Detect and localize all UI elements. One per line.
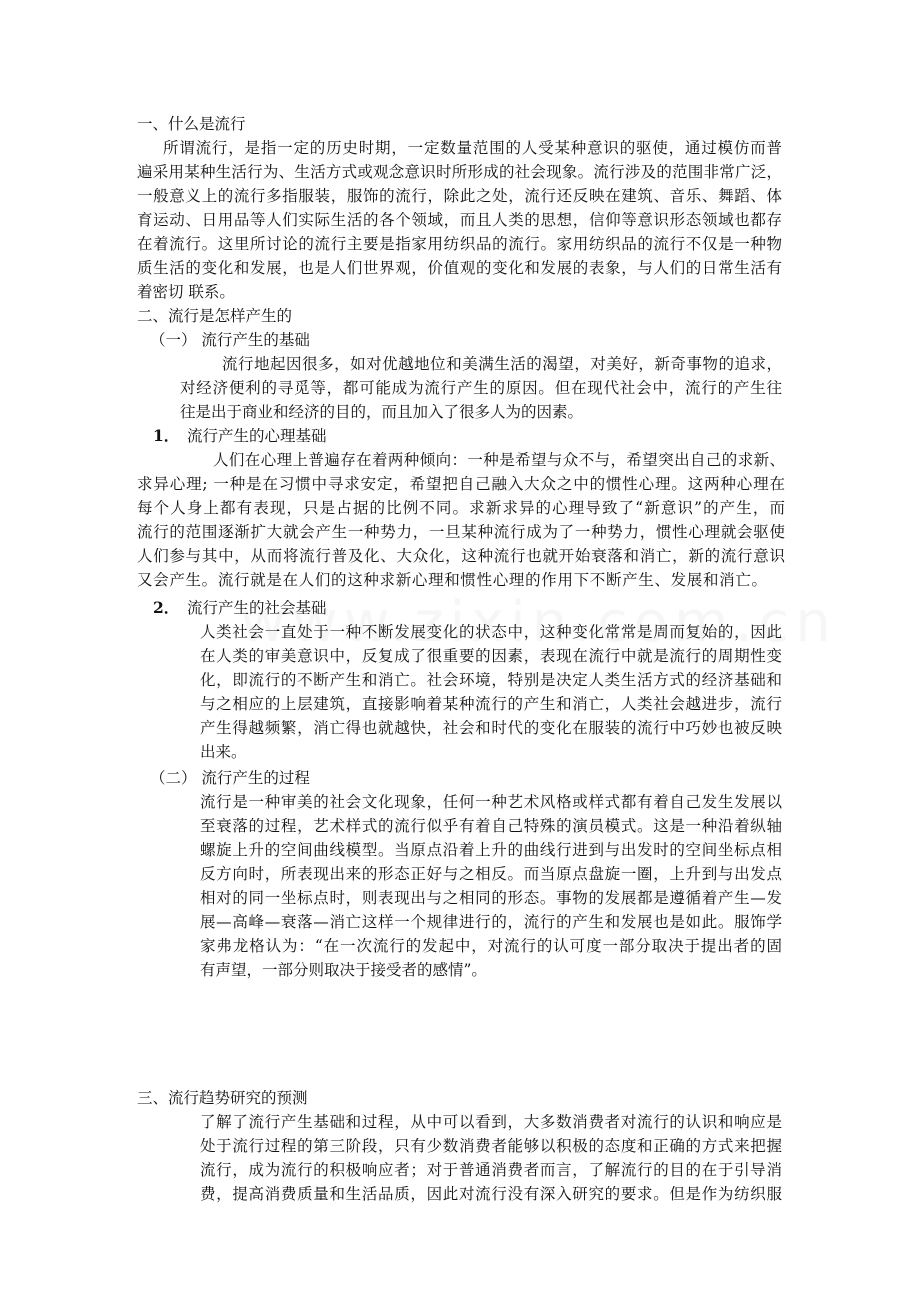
paragraph-line: 展—高峰—衰落—消亡这样一个规律进行的，流行的产生和发展也是如此。服饰学 [200,913,782,931]
section-heading-3: 三、流行趋势研究的预测 [137,1089,308,1107]
subsection-heading-1: （一） 流行产生的基础 [150,331,310,349]
paragraph-line: 产生得越频繁，消亡得也就越快，社会和时代的变化在服装的流行中巧妙也被反映 [200,719,782,737]
paragraph-line: 相对的同一坐标点时，则表现出与之相同的形态。事物的发展都是遵循着产生—发 [200,889,782,907]
paragraph-line: 往是出于商业和经济的目的，而且加入了很多人为的因素。 [180,403,584,421]
paragraph-line: 在着流行。这里所讨论的流行主要是指家用纺织品的流行。家用纺织品的流行不仅是一种物 [137,235,782,253]
paragraph-line: 对经济便利的寻觅等，都可能成为流行产生的原因。但在现代社会中，流行的产生往 [180,379,782,397]
paragraph-line: 流行，成为流行的积极响应者；对于普通消费者而言，了解流行的目的在于引导消 [200,1161,782,1179]
paragraph-line: 化，即流行的不断产生和消亡。社会环境，特别是决定人类生活方式的经济基础和 [200,671,782,689]
paragraph-line: 了解了流行产生基础和过程，从中可以看到，大多数消费者对流行的认识和响应是 [200,1113,782,1131]
paragraph-line: 育运动、日用品等人们实际生活的各个领域，而且人类的思想，信仰等意识形态领域也都存 [137,211,782,229]
paragraph-line: 着密切 联系。 [137,283,235,301]
paragraph-line: 人类社会一直处于一种不断发展变化的状态中，这种变化常常是周而复始的，因此 [200,623,782,641]
paragraph-line: 与之相应的上层建筑，直接影响着某种流行的产生和消亡，人类社会越进步，流行 [200,695,782,713]
paragraph-line: 人们参与其中，从而将流行普及化、大众化，这种流行也就开始衰落和消亡，新的流行意识 [137,547,785,565]
paragraph-line: 一般意义上的流行多指服装，服饰的流行，除此之处，流行还反映在建筑、音乐、舞蹈、体 [137,187,782,205]
paragraph-line: 遍采用某种生活行为、生活方式或观念意识时所形成的社会现象。流行涉及的范围非常广泛， [137,163,782,181]
paragraph-line: 求异心理; 一种是在习惯中寻求安定，希望把自己融入大众之中的惯性心理。这两种心理在 [137,475,785,493]
item-number-2: 2． [153,598,180,617]
paragraph-line: 每个人身上都有表现，只是占据的比例不同。求新求异的心理导致了“新意识”的产生，而 [137,499,785,517]
item-title-1: 流行产生的心理基础 [187,427,327,445]
item-title-2: 流行产生的社会基础 [187,599,327,617]
paragraph-line: 所谓流行，是指一定的历史时期，一定数量范围的人受某种意识的驱使，通过模仿而普 [163,139,782,157]
paragraph-line: 流行的范围逐渐扩大就会产生一种势力，一旦某种流行成为了一种势力，惯性心理就会驱使 [137,523,785,541]
paragraph-line: 反方向时，所表现出来的形态正好与之相反。而当原点盘旋一圈，上升到与出发点 [200,865,782,883]
paragraph-line: 有声望，一部分则取决于接受者的感情”。 [200,961,487,979]
subsection-heading-2: （二） 流行产生的过程 [150,769,310,787]
paragraph-line: 螺旋上升的空间曲线模型。当原点沿着上升的曲线行进到与出发时的空间坐标点相 [200,841,782,859]
paragraph-line: 处于流行过程的第三阶段，只有少数消费者能够以积极的态度和正确的方式来把握 [200,1137,782,1155]
paragraph-line: 出来。 [200,743,247,761]
section-heading-1: 一、什么是流行 [137,115,246,133]
paragraph-line: 又会产生。流行就是在人们的这种求新心理和惯性心理的作用下不断产生、发展和消亡。 [137,571,767,589]
item-number-1: 1． [153,426,180,445]
paragraph-line: 家弗龙格认为：“在一次流行的发起中，对流行的认可度一部分取决于提出者的固 [200,937,782,955]
section-heading-2: 二、流行是怎样产生的 [137,307,293,325]
paragraph-line: 人们在心理上普遍存在着两种倾向：一种是希望与众不与，希望突出自己的求新、 [213,451,785,469]
paragraph-line: 流行是一种审美的社会文化现象，任何一种艺术风格或样式都有着自己发生发展以 [200,793,782,811]
paragraph-line: 流行地起因很多，如对优越地位和美满生活的渴望，对美好，新奇事物的追求， [222,355,782,373]
paragraph-line: 在人类的审美意识中，反复成了很重要的因素，表现在流行中就是流行的周期性变 [200,647,782,665]
paragraph-line: 费，提高消费质量和生活品质，因此对流行没有深入研究的要求。但是作为纺织服 [200,1185,782,1203]
paragraph-line: 质生活的变化和发展，也是人们世界观，价值观的变化和发展的表象，与人们的日常生活有 [137,259,782,277]
paragraph-line: 至衰落的过程，艺术样式的流行似乎有着自己特殊的演员模式。这是一种沿着纵轴 [200,817,782,835]
